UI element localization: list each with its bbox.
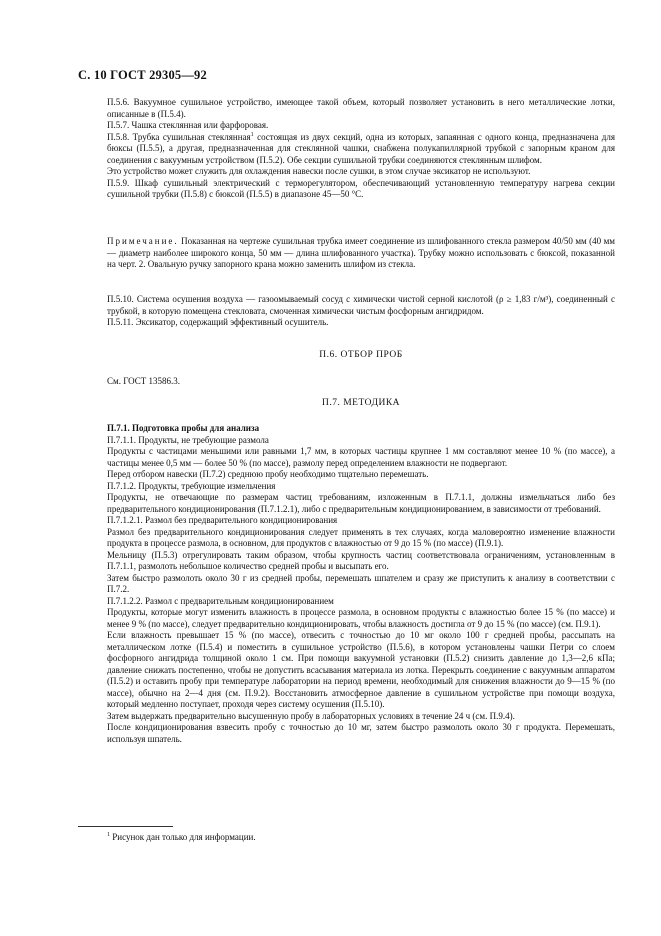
note-text: Показанная на чертеже сушильная трубка имеет соединение из шлифованного стекла размером 40/50 мм (40 мм — диаметр наиболее широкого конца, 50 мм — длина шлифованного участка). Трубку можно использовать с бюксой, показанной на черт. 2. Овальную ручку запорного крана можно заменить шлифом из стекла. bbox=[107, 236, 615, 269]
footnote-rule bbox=[78, 826, 173, 827]
page-header: С. 10 ГОСТ 29305—92 bbox=[78, 68, 207, 82]
footnote-text: Рисунок дан только для информации. bbox=[110, 832, 256, 842]
paragraph-p7-1-2-2-b: Если влажность превышает 15 % (по массе), отвесить с точностью до 10 мг около 100 г средней пробы, рассыпать на металлическом лотке (П.5.4) и поместить в сушильное устройство (П.5.6), в котором установлены чашки Петри со слоем фосфорного ангидрида толщиной около 1 см. При помощи вакуумной установки (П.5.2) снизить давление до 1,3—2,6 кПа; давление снижать постепенно, чтобы не допустить всасывания материала из лотка. Перекрыть соединение с вакуумным аппаратом (П.5.2) и оставить пробу при температуре лаборатории на период времени, необходимый для снижения влажности до 9—15 % (по массе), обычно на 2—4 дня (см. П.9.2). Восстановить атмосферное давление в сушильном устройстве при помощи воздуха, который медленно поступает, проходя через систему осушения (П.5.10). bbox=[107, 630, 615, 709]
p5-7-text: П.5.7. Чашка стеклянная или фарфоровая. bbox=[107, 120, 269, 130]
paragraph-p7-1-1: П.7.1.1. Продукты, не требующие размола bbox=[107, 434, 269, 445]
paragraph-p5-8 bbox=[107, 132, 615, 167]
paragraph-p7-1-2: П.7.1.2. Продукты, требующие измельчения bbox=[107, 480, 276, 491]
p5-6-text: П.5.6. Вакуумное сушильное устройство, имеющее такой объем, который позволяет установить в него металлические лотки, описанные в (П.5.4). bbox=[107, 97, 615, 119]
paragraph-p7-1-2-1-a: Размол без предварительного кондиционирования следует применять в тех случаях, когда маловероятно изменение влажности продукта в процессе размола, в основном, для продуктов с влажностью от 9 до 15 % (по массе) (П.9.1). bbox=[107, 526, 615, 548]
paragraph-p7-1-2-1: П.7.1.2.1. Размол без предварительного кондиционирования bbox=[107, 515, 338, 525]
paragraph-p7-1-2-2-d: После кондиционирования взвесить пробу с точностью до 10 мг, затем быстро размолоть около 30 г продукта. Перемешать, используя шпатель. bbox=[107, 722, 615, 744]
p5-8-text-c: Это устройство может служить для охлаждения навески после сушки, в этом случае эксикатор не используют. bbox=[107, 166, 531, 176]
section-p7 bbox=[107, 398, 615, 410]
paragraph-p5-8-c bbox=[107, 166, 615, 178]
note-block bbox=[107, 236, 615, 271]
note-label: Примечание. bbox=[107, 236, 179, 246]
p5-8-text-b: состоящая из двух секций, одна из которых, запаянная с одного конца, предназначена для бюксы (П.5.5), а другая, предназначенная для стеклянной чашки, снабжена полукапиллярной трубкой с запорным краном для соединения с вакуумным устройством (П.5.2). Обе секции сушильной трубки соединяются стеклянным шлифом. bbox=[107, 131, 615, 165]
paragraph-p5-10 bbox=[107, 294, 615, 317]
footnote-ref: 1 bbox=[250, 131, 254, 138]
paragraph-p7-1-2-a: Продукты, не отвечающие по размерам частиц требованиям, изложенным в П.7.1.1, должны измельчаться либо без предварительного кондиционирования (П.7.1.2.1), либо с предварительным кондиционированием, в зависимости от требований. bbox=[107, 492, 615, 514]
paragraph-p7-1-1-a: Продукты с частицами меньшими или равными 1,7 мм, в которых частицы крупнее 1 мм составляют менее 10 % (по массе), а частицы менее 0,5 мм — более 50 % (по массе), размолу перед определением влажности не подвергают. bbox=[107, 446, 615, 468]
paragraph-p7-1-2-1-b: Мельницу (П.5.3) отрегулировать таким образом, чтобы крупность частиц соответствовала ограничениям, установленным в П.7.1.1, размолоть небольшое количество средней пробы и высыпать его. bbox=[107, 549, 615, 571]
section-p6 bbox=[107, 350, 615, 362]
paragraph-p7-1-2-2-c: Затем выдержать предварительно высушенную пробу в лабораторных условиях в течение 24 ч (см. П.9.4). bbox=[107, 710, 515, 721]
paragraph-p6: См. ГОСТ 13586.3. bbox=[107, 376, 181, 386]
footnote-marker: 1 bbox=[107, 832, 110, 838]
paragraph-p5-11 bbox=[107, 317, 615, 329]
section-p7-body bbox=[107, 423, 615, 745]
paragraph-p5-7 bbox=[107, 120, 615, 132]
p5-9-text: П.5.9. Шкаф сушильный электрический с терморегулятором, обеспечивающий установленную температуру нагрева секции сушильной трубки (П.5.8) с бюксой (П.5.5) в диапазоне 45—50 °С. bbox=[107, 177, 615, 199]
p5-10-text: П.5.10. Система осушения воздуха — газоомываемый сосуд с химически чистой серной кислотой (ρ ≥ 1,83 г/м³), соединенный с трубкой, в которую помещена стекловата, смоченная химически чистым фосфорным ангидридом. bbox=[107, 294, 615, 316]
paragraph-p7-1-2-2: П.7.1.2.2. Размол с предварительным кондиционированием bbox=[107, 595, 334, 606]
section-p6-body bbox=[107, 376, 615, 388]
section-p5-tail bbox=[107, 294, 615, 329]
p5-8-text-a: П.5.8. Трубка сушильная стеклянная bbox=[107, 131, 251, 142]
section-p5-continued bbox=[107, 97, 615, 201]
paragraph-p5-9 bbox=[107, 178, 615, 201]
heading-p6: П.6. ОТБОР ПРОБ bbox=[319, 350, 403, 360]
footnote bbox=[107, 832, 256, 842]
note-paragraph bbox=[107, 236, 615, 271]
p5-11-text: П.5.11. Эксикатор, содержащий эффективный осушитель. bbox=[107, 317, 329, 327]
heading-p7-1: П.7.1. Подготовка пробы для анализа bbox=[107, 423, 260, 433]
paragraph-p7-1-1-b: Перед отбором навески (П.7.2) среднюю пробу необходимо тщательно перемешать. bbox=[107, 469, 429, 479]
paragraph-p7-1-2-1-c: Затем быстро размолоть около 30 г из средней пробы, перемешать шпателем и сразу же приступить к анализу в соответствии с П.7.2. bbox=[107, 572, 615, 594]
paragraph-p7-1-2-2-a: Продукты, которые могут изменить влажность в процессе размола, в основном продукты с влажностью более 15 % (по массе) и менее 9 % (по массе), следует предварительно кондиционировать, чтобы влажность достигла от 9 до 15 % (по массе) (см. П.9.1). bbox=[107, 607, 615, 629]
heading-p7: П.7. МЕТОДИКА bbox=[321, 398, 401, 408]
paragraph-p5-6 bbox=[107, 97, 615, 120]
